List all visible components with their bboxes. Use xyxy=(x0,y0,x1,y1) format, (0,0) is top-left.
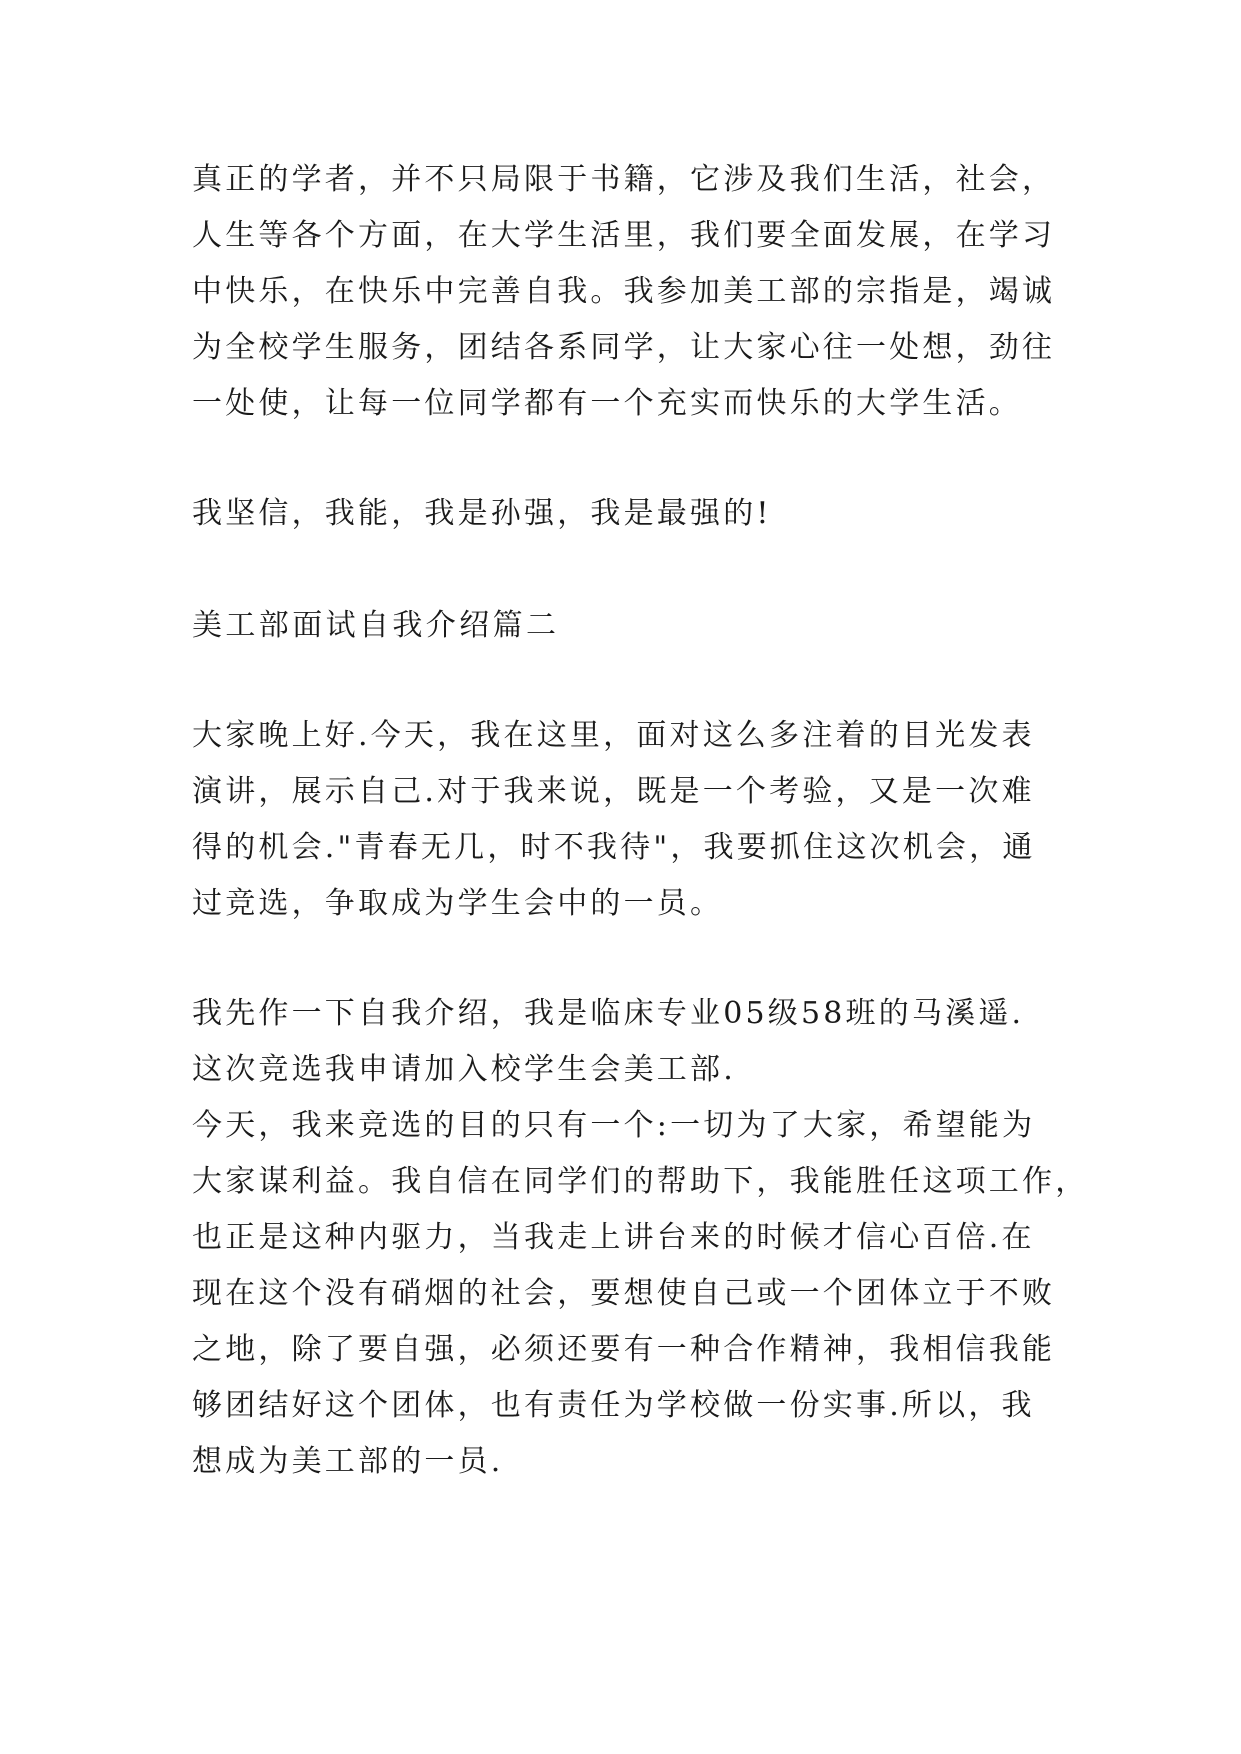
paragraph-3-line-2: 演讲，展示自己.对于我来说，既是一个考验，又是一次难 xyxy=(192,774,1035,809)
paragraph-1-line-1: 真正的学者，并不只局限于书籍，它涉及我们生活，社会， xyxy=(192,162,1056,197)
paragraph-4-line-5: 也正是这种内驱力，当我走上讲台来的时候才信心百倍.在 xyxy=(192,1220,1035,1255)
paragraph-3-line-3: 得的机会."青春无几，时不我待"，我要抓住这次机会，通 xyxy=(192,830,1036,865)
paragraph-1-line-4: 为全校学生服务，团结各系同学，让大家心往一处想，劲往 xyxy=(192,330,1056,365)
paragraph-4-line-9: 想成为美工部的一员. xyxy=(192,1444,504,1479)
paragraph-4-line-7: 之地，除了要自强，必须还要有一种合作精神，我相信我能 xyxy=(192,1332,1056,1367)
paragraph-1-line-2: 人生等各个方面，在大学生活里，我们要全面发展，在学习 xyxy=(192,218,1056,253)
paragraph-2-line-1: 我坚信，我能，我是孙强，我是最强的! xyxy=(192,496,772,531)
paragraph-4-line-3: 今天，我来竞选的目的只有一个:一切为了大家，希望能为 xyxy=(192,1108,1036,1143)
paragraph-4-line-2: 这次竞选我申请加入校学生会美工部. xyxy=(192,1052,736,1087)
paragraph-4-line-4: 大家谋利益。我自信在同学们的帮助下，我能胜任这项工作， xyxy=(192,1164,1089,1199)
paragraph-3-line-1: 大家晚上好.今天，我在这里，面对这么多注着的目光发表 xyxy=(192,718,1035,753)
paragraph-4-line-6: 现在这个没有硝烟的社会，要想使自己或一个团体立于不败 xyxy=(192,1276,1056,1311)
paragraph-3-line-4: 过竞选，争取成为学生会中的一员。 xyxy=(192,886,724,921)
paragraph-4-line-1: 我先作一下自我介绍，我是临床专业05级58班的马溪遥. xyxy=(192,996,1025,1031)
section-heading: 美工部面试自我介绍篇二 xyxy=(192,608,560,643)
paragraph-4-line-8: 够团结好这个团体，也有责任为学校做一份实事.所以，我 xyxy=(192,1388,1035,1423)
paragraph-1-line-5: 一处使，让每一位同学都有一个充实而快乐的大学生活。 xyxy=(192,386,1022,421)
paragraph-1-line-3: 中快乐，在快乐中完善自我。我参加美工部的宗指是，竭诚 xyxy=(192,274,1056,309)
